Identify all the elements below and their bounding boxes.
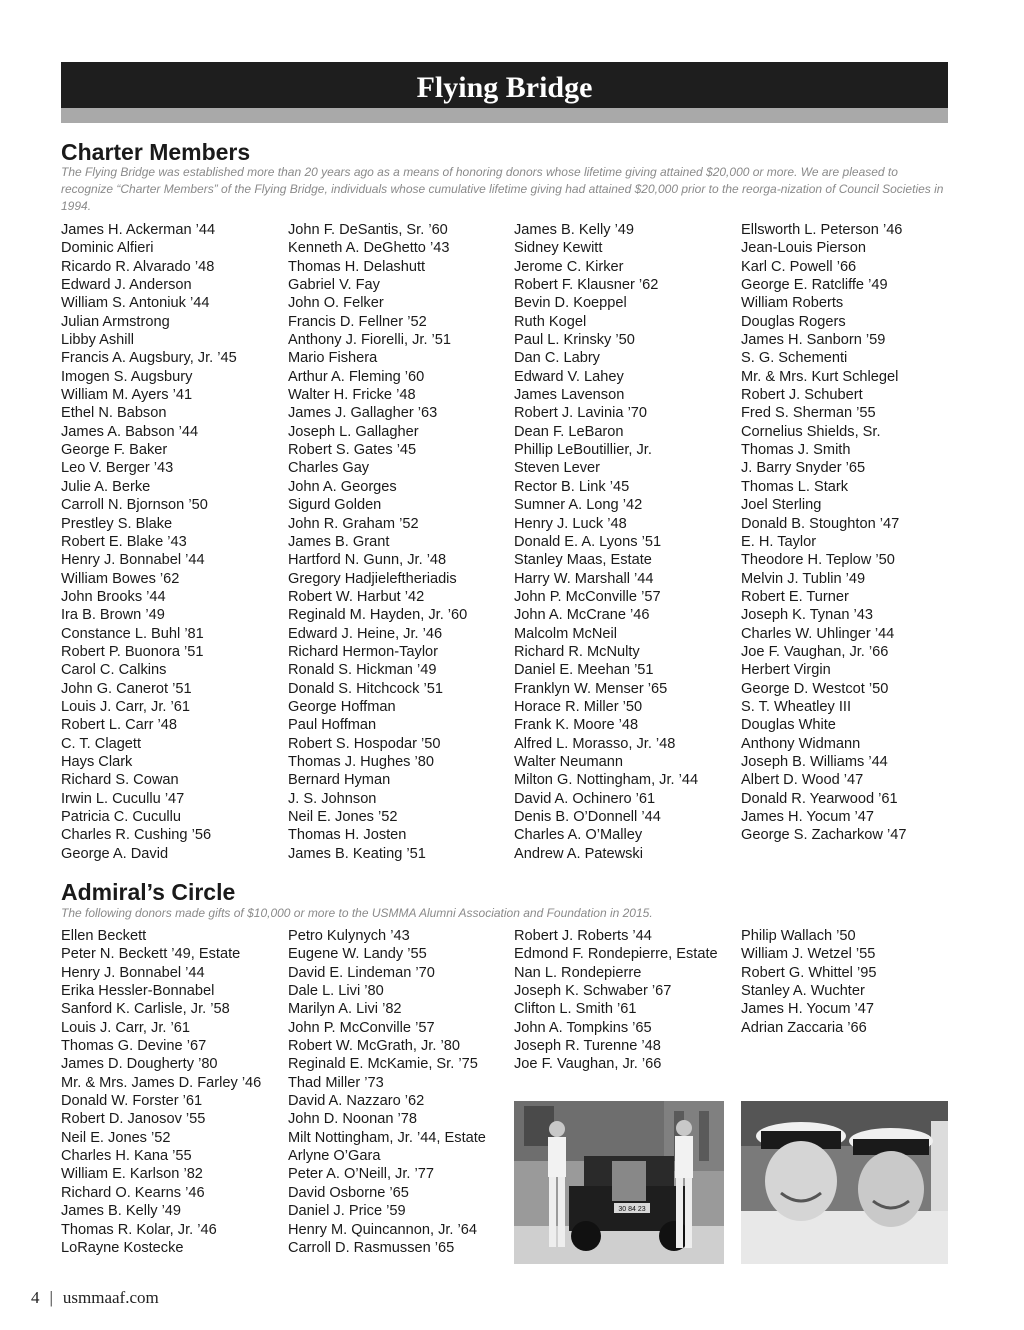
donor-name: James B. Grant — [288, 533, 390, 550]
donor-name: Donald E. A. Lyons ’51 — [514, 533, 662, 550]
donor-name: Rector B. Link ’45 — [514, 478, 630, 495]
donor-name: Dale L. Livi ’80 — [288, 983, 384, 1000]
donor-name: Fred S. Sherman ’55 — [741, 405, 876, 422]
charter-column-2 — [288, 221, 467, 863]
donor-name: Charles R. Cushing ’56 — [61, 827, 212, 844]
admirals-column-2 — [288, 927, 486, 1257]
charter-column-3 — [514, 221, 698, 863]
donor-name: James H. Yocum ’47 — [741, 809, 875, 825]
donor-name: Charles H. Kana ’55 — [61, 1148, 192, 1165]
donor-name: Anthony Widmann — [741, 735, 861, 752]
donor-name: Robert J. Schubert — [741, 387, 863, 404]
donor-name: Robert W. McGrath, Jr. ’80 — [288, 1038, 460, 1055]
donor-name: Carol C. Calkins — [61, 662, 167, 679]
donor-name: George E. Ratcliffe ’49 — [741, 277, 888, 294]
donor-name: Gabriel V. Fay — [288, 277, 380, 294]
donor-name: James D. Dougherty ’80 — [61, 1056, 218, 1073]
donor-name: Louis J. Carr, Jr. ’61 — [61, 1019, 190, 1036]
donor-name: Philip Wallach ’50 — [741, 928, 856, 944]
donor-name: John P. McConville ’57 — [514, 588, 661, 605]
charter-members-intro: The Flying Bridge was established more than 20 years ago as a means of honoring donors whose lifetime giving attained $20,000 or more. We are pleased to recognize “Charter Members” of the Flying Bridge, individuals whose cumulative lifetime giving had attained $20,000 prior to the reorga-nization of Council Societies in 1994. — [61, 165, 944, 213]
donor-name: Walter H. Fricke ’48 — [288, 387, 416, 404]
donor-name: Richard R. McNulty — [514, 643, 640, 660]
donor-name: Clifton L. Smith ’61 — [514, 1001, 637, 1018]
donor-name: Franklyn W. Menser ’65 — [514, 680, 668, 697]
donor-name: Edward J. Heine, Jr. ’46 — [288, 625, 443, 642]
donor-name: Marilyn A. Livi ’82 — [288, 1001, 402, 1018]
donor-name: Harry W. Marshall ’44 — [514, 570, 654, 587]
donor-name: John A. Tompkins ’65 — [514, 1019, 652, 1036]
donor-name: S. T. Wheatley III — [741, 698, 852, 715]
donor-name: Francis A. Augsbury, Jr. ’45 — [61, 350, 237, 367]
donor-name: Joseph B. Williams ’44 — [741, 753, 888, 770]
donor-name: Robert L. Carr ’48 — [61, 717, 177, 734]
donor-name: Louis J. Carr, Jr. ’61 — [61, 698, 190, 715]
donor-name: Neil E. Jones ’52 — [61, 1129, 171, 1146]
donor-name: Ricardo R. Alvarado ’48 — [61, 258, 215, 275]
donor-name: Robert F. Klausner ’62 — [514, 277, 659, 294]
donor-name: Edmond F. Rondepierre, Estate — [514, 946, 718, 963]
donor-name: Robert P. Buonora ’51 — [61, 643, 204, 660]
donor-name: Eugene W. Landy ’55 — [288, 946, 427, 963]
donor-name: Joe F. Vaughan, Jr. ’66 — [741, 643, 889, 660]
donor-name: Henry J. Luck ’48 — [514, 515, 627, 532]
page-number: 4 — [31, 1288, 40, 1307]
donor-name: Walter Neumann — [514, 753, 623, 770]
donor-name: Anthony J. Fiorelli, Jr. ’51 — [288, 332, 452, 349]
donor-name: Joseph L. Gallagher — [288, 423, 419, 440]
donor-name: Douglas White — [741, 717, 836, 734]
donor-name: Robert E. Turner — [741, 588, 849, 605]
donor-name: Frank K. Moore ’48 — [514, 717, 639, 734]
donor-name: Hartford N. Gunn, Jr. ’48 — [288, 552, 447, 569]
donor-name: Kenneth A. DeGhetto ’43 — [288, 240, 450, 257]
donor-name: William Bowes ’62 — [61, 570, 180, 587]
donor-name: James Lavenson — [514, 387, 625, 404]
donor-name: Hays Clark — [61, 753, 133, 770]
admirals-column-3 — [514, 927, 718, 1074]
donor-name: Neil E. Jones ’52 — [288, 809, 398, 825]
donor-name: John P. McConville ’57 — [288, 1019, 435, 1036]
donor-name: Bevin D. Koeppel — [514, 295, 627, 312]
donor-name: Malcolm McNeil — [514, 625, 617, 642]
donor-name: Thomas J. Hughes ’80 — [288, 753, 435, 770]
donor-name: Carroll D. Rasmussen ’65 — [288, 1239, 455, 1256]
donor-name: Dan C. Labry — [514, 350, 600, 367]
donor-name: Milton G. Nottingham, Jr. ’44 — [514, 772, 699, 789]
donor-name: William M. Ayers ’41 — [61, 387, 193, 404]
donor-name: Adrian Zaccaria ’66 — [741, 1019, 867, 1036]
donor-name: Ira B. Brown ’49 — [61, 607, 165, 624]
donor-name: Arlyne O’Gara — [288, 1148, 381, 1165]
donor-name: Jerome C. Kirker — [514, 258, 624, 275]
donor-name: Herbert Virgin — [741, 662, 831, 679]
donor-name: George A. David — [61, 845, 169, 862]
donor-name: John R. Graham ’52 — [288, 515, 419, 532]
donor-name: C. T. Clagett — [61, 735, 142, 752]
donor-name: Daniel E. Meehan ’51 — [514, 662, 654, 679]
donor-name: John A. Georges — [288, 478, 397, 495]
donor-name: Donald R. Yearwood ’61 — [741, 790, 898, 807]
donor-name: William J. Wetzel ’55 — [741, 946, 876, 963]
donor-name: James J. Gallagher ’63 — [288, 405, 438, 422]
donor-name: Charles Gay — [288, 460, 370, 477]
donor-name: Joel Sterling — [741, 497, 822, 514]
donor-name: Robert S. Gates ’45 — [288, 442, 417, 459]
donor-name: David Osborne ’65 — [288, 1184, 409, 1201]
donor-name: Imogen S. Augsbury — [61, 368, 193, 385]
donor-name: James A. Babson ’44 — [61, 423, 199, 440]
donor-name: George S. Zacharkow ’47 — [741, 827, 907, 844]
donor-name: Paul Hoffman — [288, 717, 377, 734]
donor-name: Ellsworth L. Peterson ’46 — [741, 222, 903, 238]
donor-name: Stanley A. Wuchter — [741, 983, 865, 1000]
donor-name: Robert G. Whittel ’95 — [741, 964, 877, 981]
donor-name: Petro Kulynych ’43 — [288, 928, 410, 944]
donor-name: John G. Canerot ’51 — [61, 680, 192, 697]
donor-name: Milt Nottingham, Jr. ’44, Estate — [288, 1129, 486, 1146]
donor-name: Robert W. Harbut ’42 — [288, 588, 425, 605]
donor-name: Thomas L. Stark — [741, 478, 849, 495]
donor-name: William E. Karlson ’82 — [61, 1166, 203, 1183]
donor-name: Sumner A. Long ’42 — [514, 497, 643, 514]
donor-name: Denis B. O’Donnell ’44 — [514, 809, 661, 825]
donor-name: Charles A. O’Malley — [514, 827, 643, 844]
donor-name: Sidney Kewitt — [514, 240, 603, 257]
donor-name: Charles W. Uhlinger ’44 — [741, 625, 895, 642]
footer-separator: | — [49, 1288, 53, 1307]
donor-name: Dean F. LeBaron — [514, 423, 624, 440]
donor-name: Henry J. Bonnabel ’44 — [61, 964, 205, 981]
page-footer — [31, 1288, 159, 1308]
donor-name: Robert D. Janosov ’55 — [61, 1111, 206, 1128]
donor-name: James H. Yocum ’47 — [741, 1001, 875, 1018]
donor-name: Ronald S. Hickman ’49 — [288, 662, 437, 679]
donor-name: John O. Felker — [288, 295, 384, 312]
donor-name: Mr. & Mrs. Kurt Schlegel — [741, 368, 899, 385]
donor-name: Andrew A. Patewski — [514, 845, 643, 862]
donor-name: Stanley Maas, Estate — [514, 552, 652, 569]
donor-name: Thomas J. Smith — [741, 442, 851, 459]
donor-name: Karl C. Powell ’66 — [741, 258, 857, 275]
donor-name: Bernard Hyman — [288, 772, 391, 789]
donor-name: Peter A. O’Neill, Jr. ’77 — [288, 1166, 434, 1183]
donor-name: Ruth Kogel — [514, 313, 587, 330]
donor-name: Julie A. Berke — [61, 478, 151, 495]
donor-name: Irwin L. Cucullu ’47 — [61, 790, 185, 807]
donor-name: Patricia C. Cucullu — [61, 809, 182, 825]
admirals-column-4 — [741, 927, 876, 1037]
donor-name: James H. Ackerman ’44 — [61, 222, 216, 238]
donor-name: Sigurd Golden — [288, 497, 382, 514]
donor-name: David A. Nazzaro ’62 — [288, 1093, 425, 1110]
donor-name: LoRayne Kostecke — [61, 1239, 184, 1256]
donor-name: Carroll N. Bjornson ’50 — [61, 497, 208, 514]
donor-name: Horace R. Miller ’50 — [514, 698, 643, 715]
donor-name: Gregory Hadjieleftheriadis — [288, 570, 457, 587]
donor-name: John D. Noonan ’78 — [288, 1111, 417, 1128]
donor-name: Albert D. Wood ’47 — [741, 772, 864, 789]
donor-name: Donald B. Stoughton ’47 — [741, 515, 900, 532]
donor-name: Thad Miller ’73 — [288, 1074, 384, 1091]
donor-name: Reginald E. McKamie, Sr. ’75 — [288, 1056, 478, 1073]
donor-name: Edward V. Lahey — [514, 368, 624, 385]
donor-name: David A. Ochinero ’61 — [514, 790, 656, 807]
footer-site-link[interactable]: usmmaaf.com — [62, 1288, 159, 1307]
charter-members-heading: Charter Members — [61, 139, 251, 165]
donor-name: Joseph K. Schwaber ’67 — [514, 983, 672, 1000]
donor-name: Henry M. Quincannon, Jr. ’64 — [288, 1221, 477, 1238]
donor-name: Theodore H. Teplow ’50 — [741, 552, 895, 569]
donor-name: William Roberts — [741, 295, 844, 312]
donor-name: Steven Lever — [514, 460, 600, 477]
donor-name: Peter N. Beckett ’49, Estate — [61, 946, 241, 963]
admirals-column-1 — [61, 927, 261, 1257]
donor-name: J. S. Johnson — [288, 790, 377, 807]
banner-underbar — [61, 108, 948, 123]
donor-name: Thomas R. Kolar, Jr. ’46 — [61, 1221, 217, 1238]
donor-name: James H. Sanborn ’59 — [741, 332, 886, 349]
donor-name: Cornelius Shields, Sr. — [741, 423, 881, 440]
donor-name: Melvin J. Tublin ’49 — [741, 570, 866, 587]
donor-name: Henry J. Bonnabel ’44 — [61, 552, 205, 569]
photo-midshipmen-with-vintage-car — [514, 1101, 724, 1264]
donor-name: Robert E. Blake ’43 — [61, 533, 187, 550]
donor-name: Phillip LeBoutillier, Jr. — [514, 442, 652, 459]
donor-name: Jean-Louis Pierson — [741, 240, 866, 257]
donor-name: George D. Westcot ’50 — [741, 680, 889, 697]
donor-name: Donald S. Hitchcock ’51 — [288, 680, 443, 697]
donor-name: James B. Keating ’51 — [288, 845, 426, 862]
donor-name: Richard S. Cowan — [61, 772, 179, 789]
donor-name: Joseph R. Turenne ’48 — [514, 1038, 661, 1055]
donor-name: Mario Fishera — [288, 350, 378, 367]
donor-name: Richard O. Kearns ’46 — [61, 1184, 205, 1201]
donor-name: J. Barry Snyder ’65 — [741, 460, 866, 477]
donor-name: Douglas Rogers — [741, 313, 846, 330]
donor-name: Joseph K. Tynan ’43 — [741, 607, 873, 624]
donor-name: George F. Baker — [61, 442, 168, 459]
donor-name: Thomas H. Josten — [288, 827, 407, 844]
donor-name: Thomas H. Delashutt — [288, 258, 426, 275]
donor-name: Reginald M. Hayden, Jr. ’60 — [288, 607, 468, 624]
donor-name: Donald W. Forster ’61 — [61, 1093, 203, 1110]
donor-name: John Brooks ’44 — [61, 588, 166, 605]
donor-name: S. G. Schementi — [741, 350, 848, 367]
donor-name: Nan L. Rondepierre — [514, 964, 642, 981]
donor-name: David E. Lindeman ’70 — [288, 964, 435, 981]
donor-name: Sanford K. Carlisle, Jr. ’58 — [61, 1001, 230, 1018]
car-license-plate: 30 84 23 — [618, 1206, 646, 1213]
charter-column-4 — [741, 221, 906, 845]
donor-name: Ethel N. Babson — [61, 405, 167, 422]
donor-name: Daniel J. Price ’59 — [288, 1203, 406, 1220]
donor-name: Erika Hessler-Bonnabel — [61, 983, 215, 1000]
donor-name: E. H. Taylor — [741, 533, 817, 550]
admirals-circle-heading: Admiral’s Circle — [61, 879, 236, 905]
donor-name: George Hoffman — [288, 698, 396, 715]
donor-name: Libby Ashill — [61, 332, 135, 349]
donor-name: Francis D. Fellner ’52 — [288, 313, 427, 330]
donor-name: Paul L. Krinsky ’50 — [514, 332, 635, 349]
donor-name: John A. McCrane ’46 — [514, 607, 650, 624]
page-banner-title: Flying Bridge — [61, 62, 948, 108]
charter-column-1 — [61, 221, 237, 863]
donor-name: William S. Antoniuk ’44 — [61, 295, 210, 312]
donor-name: Leo V. Berger ’43 — [61, 460, 174, 477]
donor-name: Richard Hermon-Taylor — [288, 643, 439, 660]
donor-name: Joe F. Vaughan, Jr. ’66 — [514, 1056, 662, 1073]
donor-name: Prestley S. Blake — [61, 515, 173, 532]
donor-name: Alfred L. Morasso, Jr. ’48 — [514, 735, 676, 752]
donor-name: Arthur A. Fleming ’60 — [288, 368, 425, 385]
donor-name: Julian Armstrong — [61, 313, 170, 330]
donor-name: James B. Kelly ’49 — [514, 222, 635, 238]
donor-name: Constance L. Buhl ’81 — [61, 625, 204, 642]
donor-name: Thomas G. Devine ’67 — [61, 1038, 207, 1055]
donor-name: James B. Kelly ’49 — [61, 1203, 182, 1220]
donor-name: Dominic Alfieri — [61, 240, 154, 257]
donor-name: Robert S. Hospodar ’50 — [288, 735, 441, 752]
donor-name: Edward J. Anderson — [61, 277, 192, 294]
donor-name: Mr. & Mrs. James D. Farley ’46 — [61, 1074, 262, 1091]
donor-name: Robert J. Roberts ’44 — [514, 928, 652, 944]
donor-name: John F. DeSantis, Sr. ’60 — [288, 222, 448, 238]
donor-name: Ellen Beckett — [61, 928, 147, 944]
photo-smiling-midshipmen — [741, 1101, 948, 1264]
donor-name: Robert J. Lavinia ’70 — [514, 405, 648, 422]
admirals-circle-intro: The following donors made gifts of $10,000 or more to the USMMA Alumni Association and Foundation in 2015. — [61, 906, 653, 920]
